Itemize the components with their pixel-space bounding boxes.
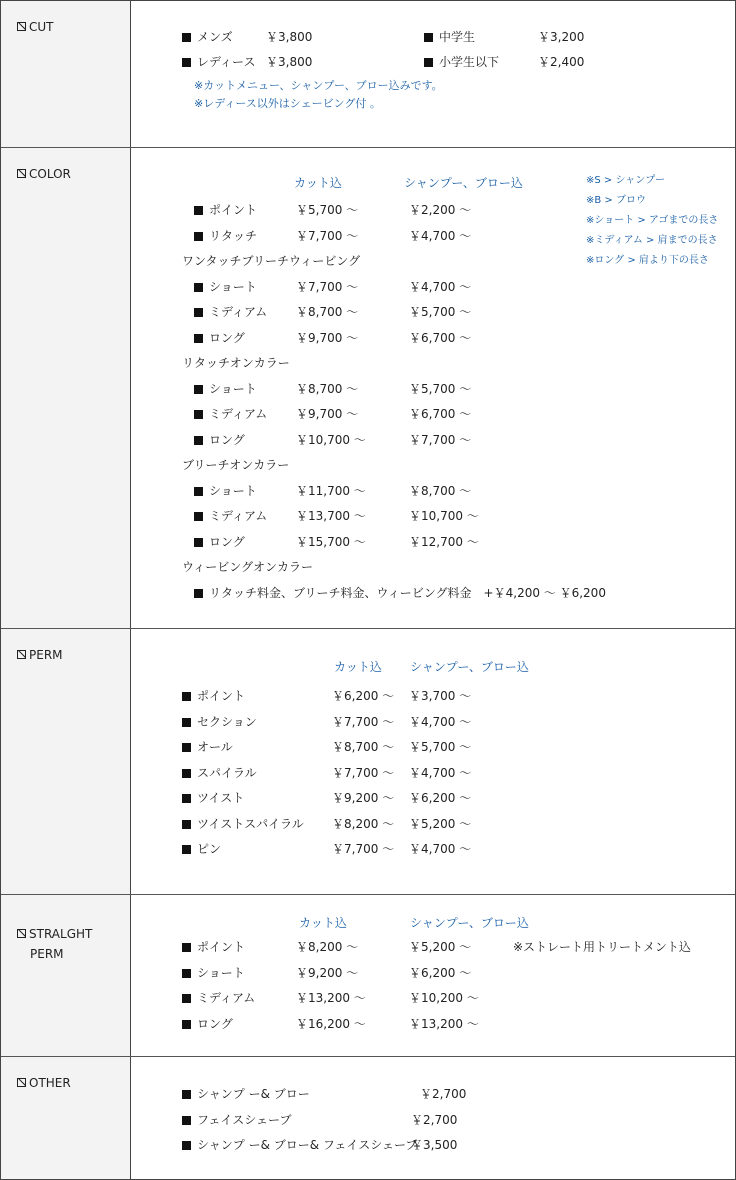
square-bullet-icon [182, 969, 191, 978]
group-heading: ワンタッチブリーチウィービング [182, 254, 361, 268]
price-shampoo: ￥4,700 ～ [409, 228, 472, 243]
square-bullet-icon [194, 410, 203, 419]
color-item: ミディアム [194, 406, 267, 422]
cut-price: ￥3,800 [266, 30, 313, 44]
price-cut: ￥15,700 ～ [296, 534, 366, 549]
square-bullet-icon [194, 538, 203, 547]
other-price: ￥2,700 [420, 1087, 467, 1101]
square-bullet-icon [182, 1116, 191, 1125]
cut-price: ￥3,800 [266, 55, 313, 69]
group-heading: ウィービングオンカラー [182, 560, 314, 574]
square-bullet-icon [194, 385, 203, 394]
square-bullet-icon [182, 692, 191, 701]
price-shampoo: ￥12,700 ～ [409, 534, 479, 549]
price-shampoo: ￥4,700 ～ [409, 279, 472, 294]
cut-price: ￥2,400 [538, 55, 585, 69]
color-item: ロング [194, 534, 245, 550]
cut-item: 小学生以下 [424, 54, 499, 70]
straight-item: ミディアム [182, 990, 255, 1006]
square-bullet-icon [182, 718, 191, 727]
price-shampoo: ￥5,200 ～ [409, 816, 472, 831]
color-item: ポイント [194, 202, 257, 218]
color-item: リタッチ料金、ブリーチ料金、ウィービング料金 +￥4,200 ～ ￥6,200 [194, 585, 606, 601]
section-cut [1, 1, 735, 147]
square-bullet-icon [194, 512, 203, 521]
section-label: CUT [17, 17, 54, 37]
price-shampoo: ￥5,700 ～ [409, 381, 472, 396]
price-shampoo: ￥6,200 ～ [409, 965, 472, 980]
square-bullet-icon [182, 794, 191, 803]
price-cut: ￥10,700 ～ [296, 432, 366, 447]
square-bullet-icon [182, 845, 191, 854]
price-shampoo: ￥6,700 ～ [409, 407, 472, 421]
price-cut: ￥7,700 ～ [332, 765, 395, 780]
square-bullet-icon [182, 1141, 191, 1150]
square-bullet-icon [182, 1090, 191, 1099]
square-bullet-icon [194, 487, 203, 496]
price-cut: ￥16,200 ～ [296, 1016, 366, 1031]
column-header: シャンプー、ブロー込 [410, 916, 529, 930]
color-item: ショート [194, 483, 257, 499]
cut-item: 中学生 [424, 29, 475, 45]
group-heading: リタッチオンカラー [182, 356, 290, 370]
square-bullet-icon [194, 589, 203, 598]
price-shampoo: ￥6,200 ～ [409, 791, 472, 805]
other-item: シャンプ ー& ブロー [182, 1086, 310, 1102]
square-bullet-icon [194, 232, 203, 241]
price-shampoo: ￥10,200 ～ [409, 991, 479, 1005]
column-header: カット込 [334, 660, 382, 674]
color-item: リタッチ [194, 228, 257, 244]
price-shampoo: ￥7,700 ～ [409, 432, 472, 447]
price-cut: ￥9,700 ～ [296, 330, 359, 345]
square-bullet-icon [182, 994, 191, 1003]
square-bullet-icon [182, 769, 191, 778]
cut-item: メンズ [182, 29, 233, 45]
section-straight-perm [1, 895, 735, 1056]
section-label: PERM [17, 645, 63, 665]
price-cut: ￥8,700 ～ [296, 305, 359, 319]
price-shampoo: ￥5,700 ～ [409, 740, 472, 754]
price-shampoo: ￥4,700 ～ [409, 714, 472, 729]
square-bullet-icon [194, 334, 203, 343]
perm-item: スパイラル [182, 765, 257, 781]
color-item: ショート [194, 279, 257, 295]
straight-item: ポイント [182, 939, 245, 955]
section-color [1, 148, 735, 628]
perm-item: ピン [182, 841, 221, 857]
price-shampoo: ￥5,200 ～ [409, 940, 472, 954]
price-shampoo: ￥13,200 ～ [409, 1016, 479, 1031]
square-bullet-icon [194, 436, 203, 445]
perm-item: ポイント [182, 688, 245, 704]
perm-item: ツイスト [182, 790, 244, 806]
section-label-cell [1, 1057, 131, 1179]
price-cut: ￥9,700 ～ [296, 407, 359, 421]
square-bullet-icon [182, 33, 191, 42]
section-perm [1, 629, 735, 894]
price-cut: ￥7,700 ～ [332, 842, 395, 856]
checkbox-icon [17, 22, 26, 31]
price-shampoo: ￥6,700 ～ [409, 330, 472, 345]
price-cut: ￥8,200 ～ [332, 816, 395, 831]
checkbox-icon [17, 650, 26, 659]
square-bullet-icon [182, 820, 191, 829]
section-label-cell [1, 629, 131, 894]
square-bullet-icon [194, 206, 203, 215]
price-cut: ￥13,200 ～ [296, 991, 366, 1005]
price-shampoo: ￥8,700 ～ [409, 483, 472, 498]
color-item: ショート [194, 381, 257, 397]
other-price: ￥3,500 [411, 1138, 458, 1152]
price-cut: ￥5,700 ～ [296, 203, 359, 217]
price-shampoo: ￥3,700 ～ [409, 689, 472, 703]
color-item: ロング [194, 432, 245, 448]
group-heading: ブリーチオンカラー [182, 458, 290, 472]
section-label: COLOR [17, 164, 71, 184]
price-cut: ￥8,200 ～ [296, 940, 359, 954]
price-cut: ￥8,700 ～ [296, 381, 359, 396]
checkbox-icon [17, 1078, 26, 1087]
column-header: カット込 [294, 176, 342, 190]
price-cut: ￥7,700 ～ [296, 279, 359, 294]
square-bullet-icon [194, 308, 203, 317]
color-note: ※S > シャンプー [586, 175, 665, 186]
checkbox-icon [17, 169, 26, 178]
cut-note: ※レディース以外はシェービング付 。 [194, 97, 381, 110]
square-bullet-icon [182, 1020, 191, 1029]
cut-item: レディース [182, 54, 255, 70]
color-item: ミディアム [194, 508, 267, 524]
price-cut: ￥13,700 ～ [296, 509, 366, 523]
color-note: ※ロング > 肩より下の長さ [586, 255, 709, 266]
color-note: ※ショート > アゴまでの長さ [586, 215, 719, 226]
price-cut: ￥9,200 ～ [296, 965, 359, 980]
price-shampoo: ￥10,700 ～ [409, 509, 479, 523]
color-note: ※B > ブロウ [586, 195, 646, 206]
price-shampoo: ￥4,700 ～ [409, 765, 472, 780]
straight-item: ショート [182, 965, 245, 981]
square-bullet-icon [424, 58, 433, 67]
other-item: シャンプ ー& ブロー& フェイスシェーブ [182, 1137, 417, 1153]
color-item: ミディアム [194, 304, 267, 320]
square-bullet-icon [194, 283, 203, 292]
cut-price: ￥3,200 [538, 30, 585, 44]
column-header: シャンプー、ブロー込 [410, 660, 529, 674]
price-cut: ￥8,700 ～ [332, 740, 395, 754]
straight-note: ※ストレート用トリートメント込 [513, 940, 691, 954]
price-cut: ￥7,700 ～ [332, 714, 395, 729]
square-bullet-icon [424, 33, 433, 42]
color-note: ※ミディアム > 肩までの長さ [586, 235, 718, 246]
price-cut: ￥11,700 ～ [296, 483, 366, 498]
straight-item: ロング [182, 1016, 233, 1032]
section-label-cell [1, 895, 131, 1056]
other-item: フェイスシェーブ [182, 1112, 291, 1128]
checkbox-icon [17, 929, 26, 938]
price-shampoo: ￥5,700 ～ [409, 305, 472, 319]
perm-item: オール [182, 739, 233, 755]
square-bullet-icon [182, 58, 191, 67]
cut-note: ※カットメニュー、シャンプー、ブロー込みです。 [194, 79, 443, 92]
square-bullet-icon [182, 943, 191, 952]
section-label: OTHER [17, 1073, 71, 1093]
price-cut: ￥9,200 ～ [332, 791, 395, 805]
color-item: ロング [194, 330, 245, 346]
price-cut: ￥7,700 ～ [296, 228, 359, 243]
price-shampoo: ￥2,200 ～ [409, 203, 472, 217]
price-shampoo: ￥4,700 ～ [409, 842, 472, 856]
perm-item: セクション [182, 714, 257, 730]
section-other [1, 1057, 735, 1179]
price-cut: ￥6,200 ～ [332, 689, 395, 703]
perm-item: ツイストスパイラル [182, 816, 304, 832]
section-label: STRALGHT PERM [17, 924, 92, 964]
column-header: カット込 [299, 916, 347, 930]
other-price: ￥2,700 [411, 1113, 458, 1127]
section-label-cell [1, 1, 131, 147]
section-label-cell [1, 148, 131, 628]
column-header: シャンプー、ブロー込 [404, 176, 523, 190]
square-bullet-icon [182, 743, 191, 752]
